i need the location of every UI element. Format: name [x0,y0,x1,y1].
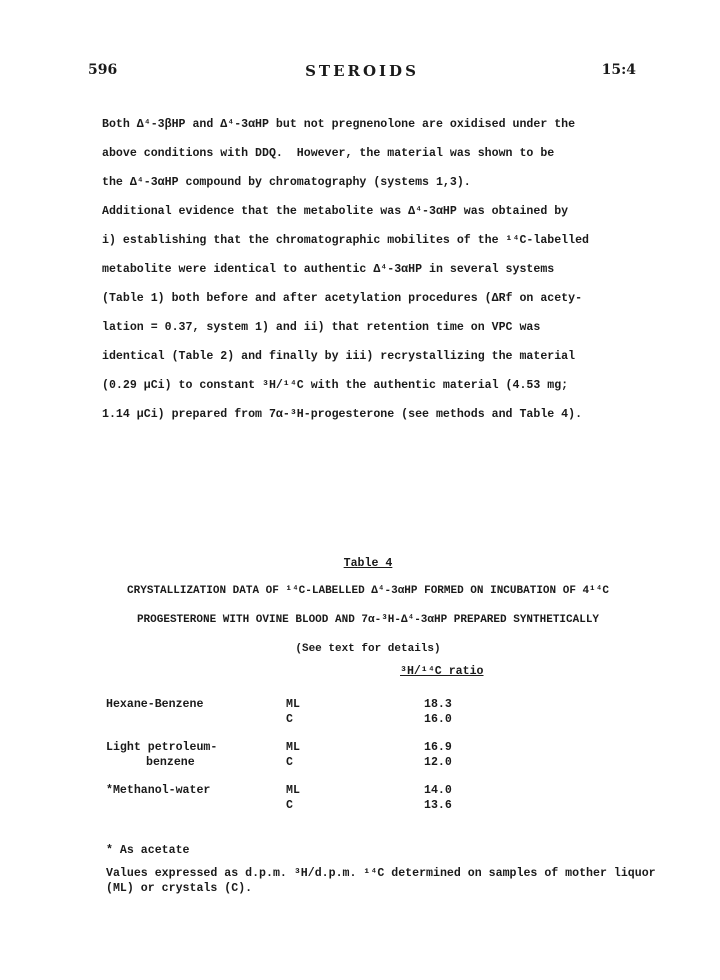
solvent-cell-continuation: benzene [146,756,195,769]
body-line: metabolite were identical to authentic Δ⁴-3αHP in several systems [102,263,555,276]
volume-issue: 15:4 [601,62,636,78]
table-footnotes [106,843,666,896]
table-caption-line: CRYSTALLIZATION DATA OF ¹⁴C-LABELLED Δ⁴-3αHP FORMED ON INCUBATION OF 4¹⁴C [127,585,609,597]
ratio-value: 16.0 [424,713,452,726]
table-caption-line: PROGESTERONE WITH OVINE BLOOD AND 7α-³H-Δ⁴-3αHP PREPARED SYNTHETICALLY [136,614,600,626]
solvent-cell: Light petroleum- [106,741,218,754]
phase-cell: C [286,713,293,726]
body-line: identical (Table 2) and finally by iii) recrystallizing the material [102,350,576,363]
body-line: Additional evidence that the metabolite was Δ⁴-3αHP was obtained by [102,205,569,218]
footnote-values: Values expressed as d.p.m. ³H/d.p.m. ¹⁴C determined on samples of mother liquor (ML) or crystals (C). [106,867,663,895]
ratio-value: 14.0 [424,784,452,797]
body-line: lation = 0.37, system 1) and ii) that retention time on VPC was [102,321,541,334]
phase-cell: ML [286,698,300,711]
body-paragraph [102,116,642,435]
body-line: (Table 1) both before and after acetylation procedures (ΔRf on acety- [102,292,583,305]
ratio-column-header: ³H/¹⁴C ratio [400,665,484,678]
table-caption-line: (See text for details) [295,643,441,655]
ratio-value: 12.0 [424,756,452,769]
table-section [88,553,648,812]
footnote-acetate: * As acetate [106,844,190,857]
phase-cell: ML [286,784,300,797]
phase-cell: C [286,756,293,769]
body-line: 1.14 µCi) prepared from 7α-³H-progesterone (see methods and Table 4). [102,408,583,421]
page-number: 596 [88,62,118,78]
body-line: the Δ⁴-3αHP compound by chromatography (systems 1,3). [102,176,471,189]
body-line: (0.29 µCi) to constant ³H/¹⁴C with the authentic material (4.53 mg; [102,379,569,392]
body-line: i) establishing that the chromatographic mobilites of the ¹⁴C-labelled [102,234,590,247]
phase-cell: C [286,799,293,812]
ratio-value: 16.9 [424,741,452,754]
phase-cell: ML [286,741,300,754]
body-line: Both Δ⁴-3βHP and Δ⁴-3αHP but not pregnenolone are oxidised under the [102,118,576,131]
journal-title: STEROIDS [305,62,419,80]
ratio-value: 18.3 [424,698,452,711]
ratio-value: 13.6 [424,799,452,812]
table-label: Table 4 [343,557,393,570]
body-line: above conditions with DDQ. However, the material was shown to be [102,147,555,160]
solvent-cell: Hexane-Benzene [106,698,204,711]
solvent-cell: *Methanol-water [106,784,211,797]
page-header [88,62,636,86]
